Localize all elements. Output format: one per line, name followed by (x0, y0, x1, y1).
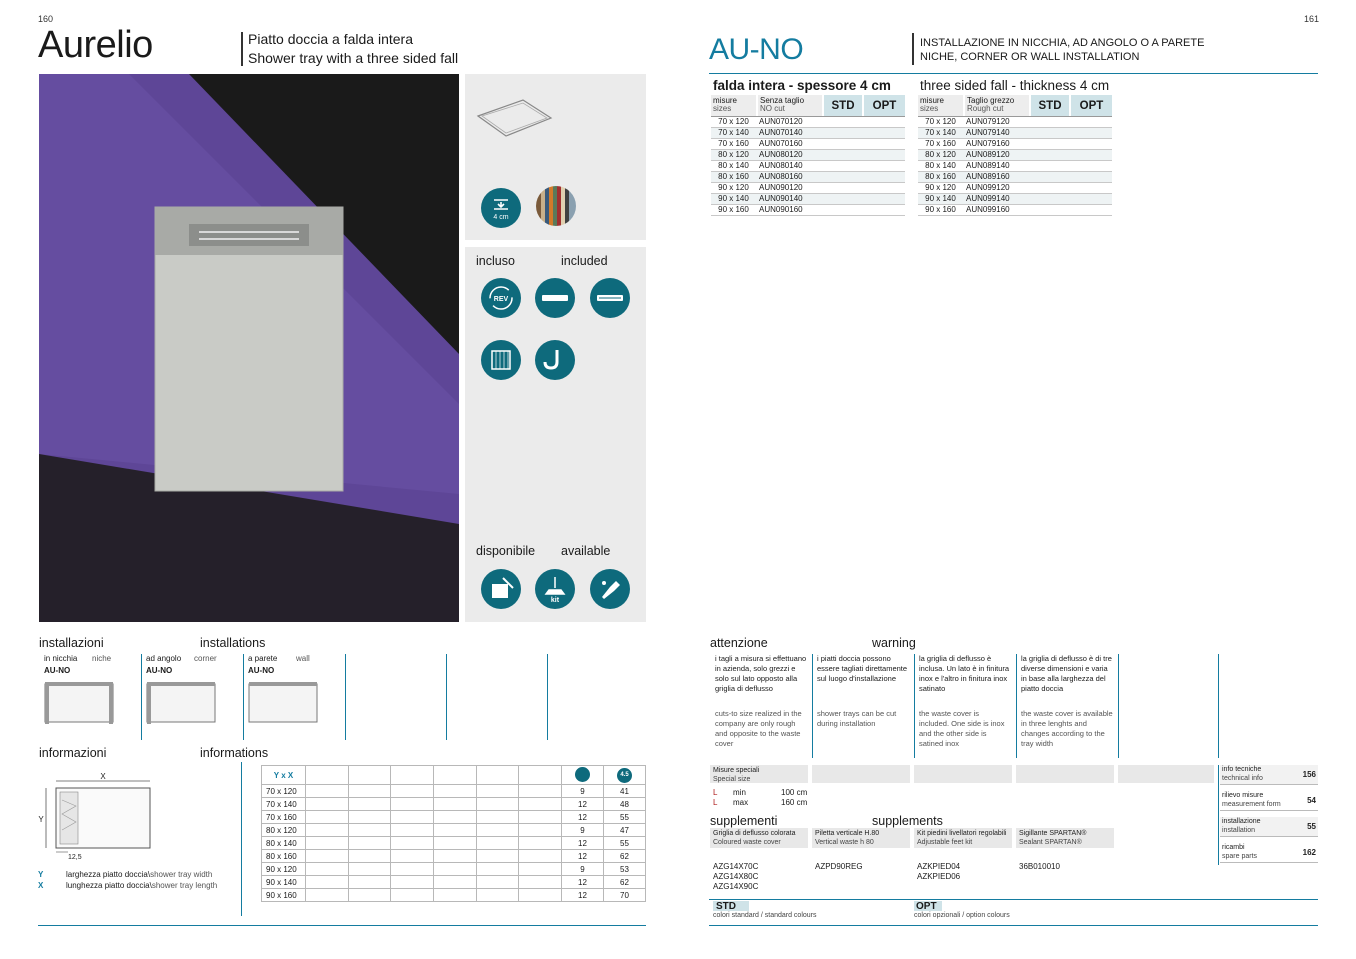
svg-text:REV: REV (493, 296, 509, 303)
info-table (261, 765, 646, 902)
code-table-row: 90 x 160 AUN099160 (918, 205, 1112, 216)
page-title: Aurelio (38, 24, 153, 66)
code-table-row: 80 x 140 AUN080140 (711, 161, 905, 172)
install-wall: a parete wall AU-NO (243, 654, 345, 740)
thickness-icon (481, 188, 521, 228)
right-page-number: 161 (1304, 14, 1320, 24)
code-table-row: 90 x 160 AUN090160 (711, 205, 905, 216)
install-niche: in nicchia niche AU-NO (39, 654, 141, 740)
siphon-icon (535, 340, 575, 380)
attenzione-label: attenzione (710, 636, 768, 650)
dimension-diagram (38, 770, 158, 862)
info-table-row: 80 x 160 12 62 (262, 850, 646, 863)
heading-it: falda intera - spessore 4 cm (713, 78, 891, 93)
code-table-row: 70 x 160 AUN070160 (711, 139, 905, 150)
incluso-label: incluso (476, 254, 515, 268)
features-panel (465, 74, 646, 240)
code-table-row: 70 x 120 AUN079120 (918, 117, 1112, 128)
included-panel (465, 247, 646, 622)
code-title: AU-NO (709, 33, 804, 66)
warning-1: i tagli a misura si effettuano in azienda, solo grezzi e solo sul lato opposto alla griglia di deflusso cuts-to size realized in the company are only rough and opposite to the waste cover (715, 654, 807, 748)
warning-3: la griglia di deflusso è inclusa. Un lato è in finitura inox e l'altro in finitura inox satinato the waste cover is included. One side is inox and the other side is satined inox (919, 654, 1010, 748)
tray-outline-icon (473, 94, 553, 140)
info-table-row: 70 x 120 9 41 (262, 785, 646, 798)
left-page-number: 160 (38, 14, 54, 24)
supplement-col: Sigillante SPARTAN® Sealant SPARTAN® 36B010010 (1016, 828, 1114, 872)
included-label: included (561, 254, 608, 268)
code-table-no-cut: misure sizes Senza taglio NO cut STD OPT 70 x 120 AUN070120 70 x 140 AUN070140 70 x 160 AUN070160 80 x 120 AUN080120 80 x 140 AUN080140 80 x 160 AUN080160 90 x 120 AUN090120 90 x 140 AUN090140 90 x 160 AUN090160 (711, 95, 905, 216)
weight-icon (575, 767, 590, 782)
dimension-legend: Y larghezza piatto doccia\ shower tray width X lunghezza piatto doccia\ shower tray length (38, 870, 218, 890)
informazioni-label: informazioni (39, 746, 107, 760)
info-table-header: Y x X (262, 766, 306, 785)
code-table-row: 80 x 120 AUN080120 (711, 150, 905, 161)
info-table-row: 80 x 120 9 47 (262, 824, 646, 837)
subtitle-it: Piatto doccia a falda intera (248, 31, 413, 47)
svg-text:Y: Y (38, 815, 44, 824)
subtitle-en: Shower tray with a three sided fall (248, 50, 459, 66)
install-corner: ad angolo corner AU-NO (141, 654, 243, 740)
installazioni-label: installazioni (39, 636, 104, 650)
warning-label: warning (872, 636, 916, 650)
sealant-icon (590, 569, 630, 609)
svg-text:4 cm: 4 cm (493, 214, 509, 221)
warning-2: i piatti doccia possono essere tagliati direttamente sul luogo d'installazione shower trays can be cut during installation (817, 654, 908, 728)
opt-text: colori opzionali / option colours (914, 912, 1010, 919)
waste-cover-inox-icon (535, 278, 575, 318)
installations-label: installations (200, 636, 266, 650)
code-table-row: 90 x 120 AUN090120 (711, 183, 905, 194)
install-en: NICHE, CORNER OR WALL INSTALLATION (920, 51, 1140, 63)
special-size-values: L min 100 cm L max 160 cm (713, 788, 808, 807)
product-photo (39, 74, 459, 622)
colour-swatch-icon (536, 186, 576, 226)
std-text: colori standard / standard colours (713, 912, 817, 919)
code-table-row: 80 x 160 AUN080160 (711, 172, 905, 183)
std-tag: STD (713, 901, 749, 911)
heading-en: three sided fall - thickness 4 cm (920, 78, 1110, 93)
info-table-row: 80 x 140 12 55 (262, 837, 646, 850)
info-table-row: 70 x 140 12 48 (262, 798, 646, 811)
code-table-row: 80 x 120 AUN089120 (918, 150, 1112, 161)
info-table-row: 90 x 140 12 62 (262, 876, 646, 889)
side-reference[interactable]: ricambi spare parts 162 (1220, 843, 1318, 863)
side-reference[interactable]: info tecniche technical info 156 (1220, 765, 1318, 785)
code-table-row: 90 x 120 AUN099120 (918, 183, 1112, 194)
side-reference[interactable]: rilievo misure measurement form 54 (1220, 791, 1318, 811)
opt-tag: OPT (914, 901, 942, 911)
waste-cover-icon (590, 278, 630, 318)
supplements-label: supplements (872, 814, 943, 828)
install-it: INSTALLAZIONE IN NICCHIA, AD ANGOLO O A PARETE (920, 37, 1205, 49)
informations-label: informations (200, 746, 269, 760)
code-table-row: 90 x 140 AUN090140 (711, 194, 905, 205)
grid-icon (481, 340, 521, 380)
svg-text:kit: kit (550, 597, 560, 604)
feet-kit-icon (535, 569, 575, 609)
side-reference[interactable]: installazione installation 55 (1220, 817, 1318, 837)
svg-text:X: X (100, 772, 106, 781)
code-table-row: 80 x 160 AUN089160 (918, 172, 1112, 183)
warning-4: la griglia di deflusso è di tre diverse dimensioni e varia in base alla larghezza del piatto doccia the waste cover is available in three lenghts and changes according to the tray width (1021, 654, 1113, 748)
code-table-row: 70 x 120 AUN070120 (711, 117, 905, 128)
info-table-row: 90 x 120 9 53 (262, 863, 646, 876)
svg-text:12,5: 12,5 (68, 854, 82, 861)
supplement-col: Griglia di deflusso colorata Coloured waste cover AZG14X70C AZG14X80C AZG14X90C (710, 828, 808, 892)
available-label: available (561, 544, 611, 558)
code-table-row: 70 x 160 AUN079160 (918, 139, 1112, 150)
supplement-col: Kit piedini livellatori regolabili Adjustable feet kit AZKPIED04 AZKPIED06 (914, 828, 1012, 882)
code-table-row: 70 x 140 AUN079140 (918, 128, 1112, 139)
special-size-box: Misure speciali Special size (710, 765, 808, 783)
code-table-rough-cut: misure sizes Taglio grezzo Rough cut STD OPT 70 x 120 AUN079120 70 x 140 AUN079140 70 x 160 AUN079160 80 x 120 AUN089120 80 x 140 AUN089140 80 x 160 AUN089160 90 x 120 AUN099120 90 x 140 AUN099140 90 x 160 AUN099160 (918, 95, 1112, 216)
info-table-row: 70 x 160 12 55 (262, 811, 646, 824)
code-table-row: 80 x 140 AUN089140 (918, 161, 1112, 172)
reversible-icon (481, 278, 521, 318)
disponibile-label: disponibile (476, 544, 536, 558)
supplement-col: Piletta verticale H.80 Vertical waste h 80 AZPD90REG (812, 828, 910, 872)
info-table-row: 90 x 160 12 70 (262, 889, 646, 902)
code-table-row: 70 x 140 AUN070140 (711, 128, 905, 139)
supplementi-label: supplementi (710, 814, 778, 828)
volume-icon: 4.5 (617, 768, 632, 783)
code-table-row: 90 x 140 AUN099140 (918, 194, 1112, 205)
cut-icon (481, 569, 521, 609)
